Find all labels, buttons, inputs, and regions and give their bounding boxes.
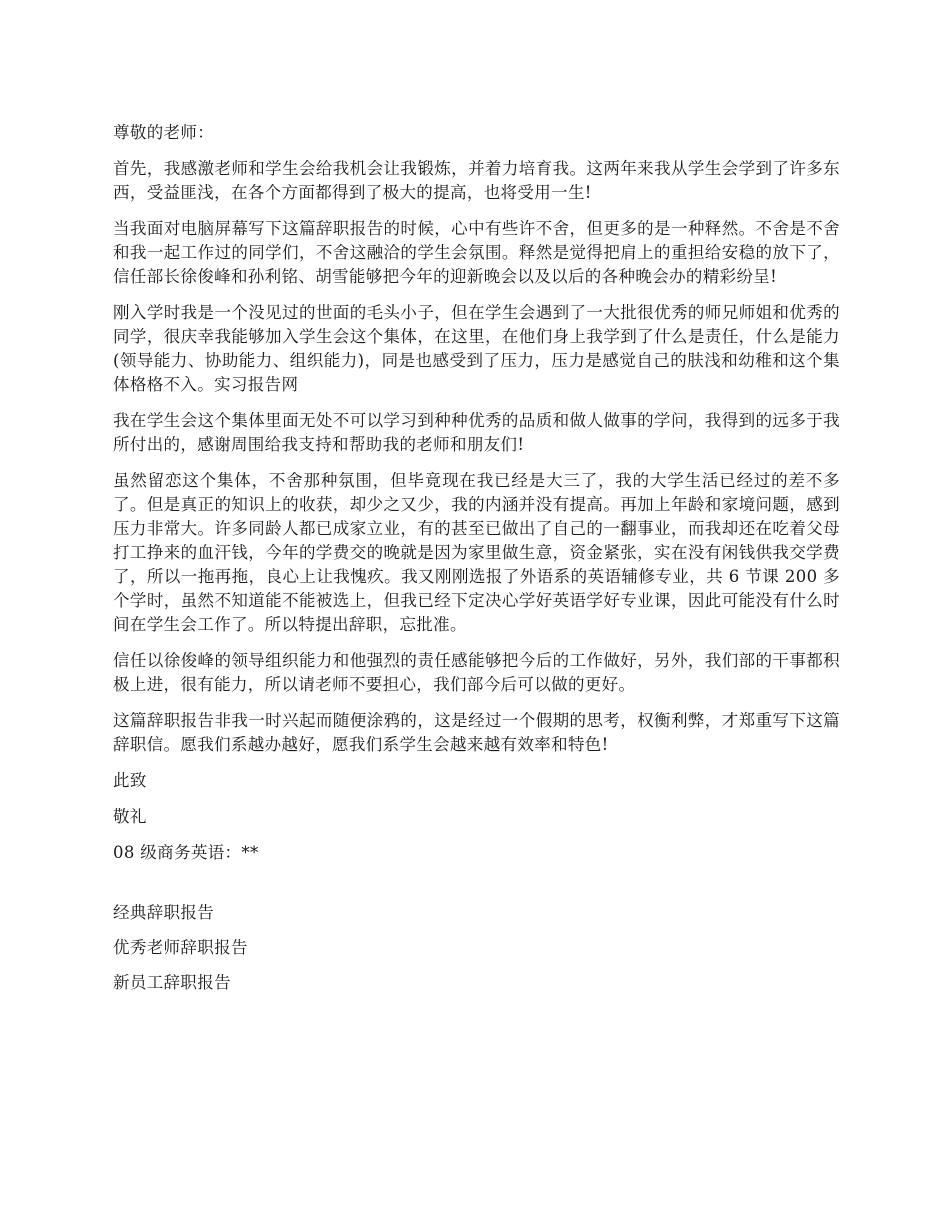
closing-regards: 敬礼 (113, 807, 147, 826)
document-page (113, 121, 840, 1006)
related-link-item[interactable]: 新员工辞职报告 (113, 973, 231, 992)
signature: 08 级商务英语：** (113, 843, 259, 862)
body-paragraph: 当我面对电脑屏幕写下这篇辞职报告的时候，心中有些许不舍，但更多的是一种释然。不舍是不舍和我一起工作过的同学们，不舍这融洽的学生会氛围。释然是觉得把肩上的重担给安稳的放下了，信任部长徐俊峰和孙利铭、胡雪能够把今年的迎新晚会以及以后的各种晚会办的精彩纷呈! (113, 219, 840, 286)
salutation: 尊敬的老师： (113, 123, 215, 142)
body-paragraph: 这篇辞职报告非我一时兴起而随便涂鸦的，这是经过一个假期的思考，权衡利弊，才郑重写下这篇辞职信。愿我们系越办越好，愿我们系学生会越来越有效率和特色! (113, 711, 840, 754)
body-paragraph: 首先，我感激老师和学生会给我机会让我锻炼，并着力培育我。这两年来我从学生会学到了许多东西，受益匪浅，在各个方面都得到了极大的提高，也将受用一生! (113, 159, 840, 202)
related-link-item[interactable]: 优秀老师辞职报告 (113, 938, 248, 957)
body-paragraph: 虽然留恋这个集体，不舍那种氛围，但毕竟现在我已经是大三了，我的大学生活已经过的差不多了。但是真正的知识上的收获，却少之又少，我的内涵并没有提高。再加上年龄和家境问题，感到压力非常大。许多同龄人都已成家立业，有的甚至已做出了自己的一翻事业，而我却还在吃着父母打工挣来的血汗钱，今年的学费交的晚就是因为家里做生意，资金紧张，实在没有闲钱供我交学费了，所以一拖再拖，良心上让我愧疚。我又刚刚选报了外语系的英语辅修专业，共 6 节课 200 多个学时，虽然不知道能不能被选上，但我已经下定决心学好英语学好专业课，因此可能没有什么时间在学生会工作了。所以特提出辞职，忘批准。 (113, 471, 840, 634)
body-paragraph: 刚入学时我是一个没见过的世面的毛头小子，但在学生会遇到了一大批很优秀的师兄师姐和优秀的同学，很庆幸我能够加入学生会这个集体，在这里，在他们身上我学到了什么是责任，什么是能力(领导能力、协助能力、组织能力)，同是也感受到了压力，压力是感觉自己的肤浅和幼稚和这个集体格格不入。实习报告网 (113, 303, 840, 394)
body-paragraph: 信任以徐俊峰的领导组织能力和他强烈的责任感能够把今后的工作做好，另外，我们部的干事都积极上进，很有能力，所以请老师不要担心，我们部今后可以做的更好。 (113, 651, 840, 694)
spacer (113, 877, 840, 901)
related-link-item[interactable]: 经典辞职报告 (113, 903, 215, 922)
closing-line: 此致 (113, 771, 147, 790)
related-links (113, 901, 840, 995)
body-paragraph: 我在学生会这个集体里面无处不可以学习到种种优秀的品质和做人做事的学问，我得到的远多于我所付出的，感谢周围给我支持和帮助我的老师和朋友们! (113, 411, 840, 454)
